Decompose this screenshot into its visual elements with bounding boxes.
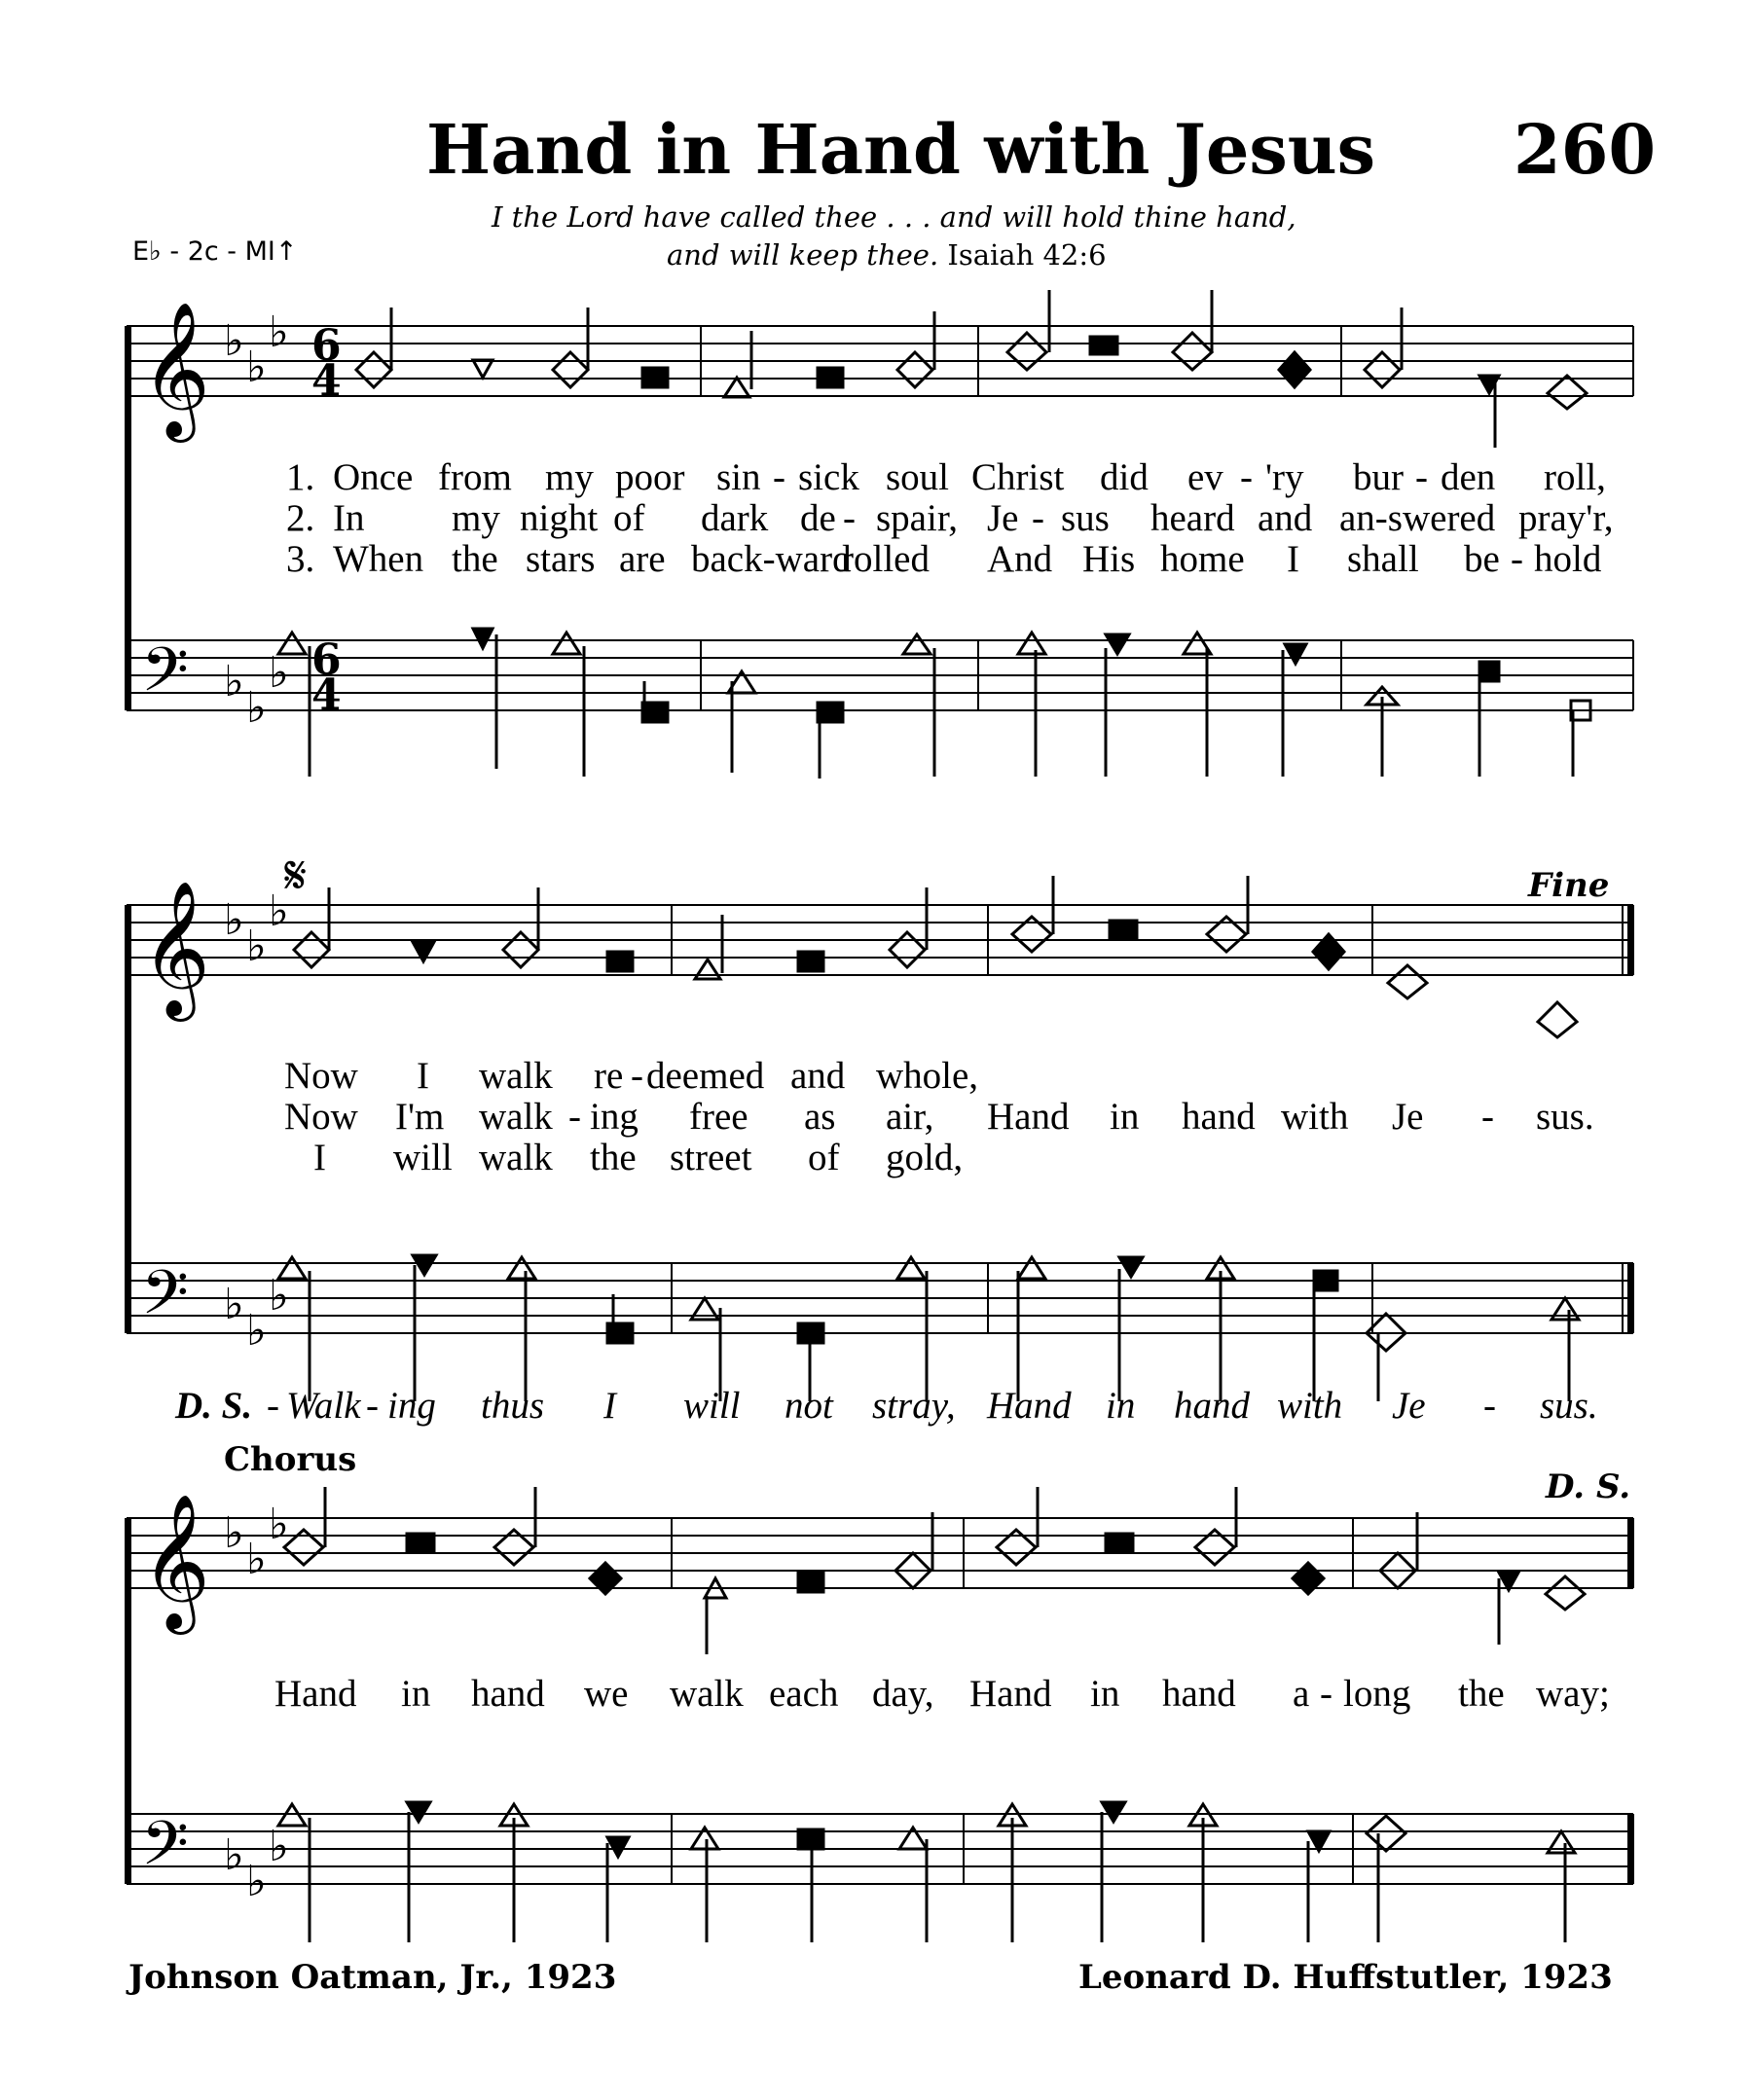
bass-clef-icon: 𝄢 — [141, 1256, 189, 1343]
ds-marking: D. S. — [1546, 1467, 1631, 1506]
svg-text:♭: ♭ — [246, 1535, 267, 1584]
system3-bass-staff — [127, 1814, 1633, 1884]
svg-text:6: 6 — [311, 635, 342, 685]
treble-clef-icon: 𝄞 — [141, 302, 210, 437]
svg-text:♭: ♭ — [224, 1508, 244, 1558]
hymn-number: 260 — [1514, 109, 1657, 190]
svg-text:♭: ♭ — [246, 343, 267, 392]
scripture-reference: Isaiah 42:6 — [947, 238, 1107, 272]
music-credit: Leonard D. Huffstutler, 1923 — [1078, 1958, 1613, 1997]
system1-treble-staff — [127, 326, 1633, 396]
bass-clef-icon: 𝄢 — [141, 634, 189, 720]
svg-text:♭: ♭ — [269, 308, 289, 357]
svg-text:4: 4 — [311, 670, 342, 720]
svg-text:♭: ♭ — [246, 1857, 267, 1906]
chorus-label: Chorus — [224, 1440, 357, 1479]
scripture-text: and will keep thee. — [667, 238, 939, 272]
key-info: E♭ - 2c - MI↑ — [132, 236, 298, 267]
svg-text:♭: ♭ — [269, 1271, 289, 1321]
svg-text:6: 6 — [311, 321, 342, 371]
hymn-title: Hand in Hand with Jesus — [426, 109, 1376, 190]
svg-text:♭: ♭ — [224, 316, 244, 366]
svg-text:♭: ♭ — [224, 1280, 244, 1329]
svg-text:♭: ♭ — [246, 683, 267, 733]
system2-bass-staff — [127, 1263, 1633, 1333]
svg-text:4: 4 — [311, 356, 342, 406]
svg-text:♭: ♭ — [246, 922, 267, 971]
svg-text:♭: ♭ — [246, 1306, 267, 1356]
bass-clef-icon: 𝄢 — [141, 1807, 189, 1894]
segno-icon: 𝄋 — [284, 845, 308, 906]
svg-text:♭: ♭ — [224, 657, 244, 706]
words-credit: Johnson Oatman, Jr., 1923 — [128, 1958, 617, 1997]
svg-text:♭: ♭ — [269, 1822, 289, 1871]
scripture-line-1: I the Lord have called thee . . . and will hold thine hand, — [492, 200, 1296, 234]
treble-clef-icon: 𝄞 — [141, 881, 210, 1016]
treble-clef-icon: 𝄞 — [141, 1494, 210, 1629]
bass-notes — [278, 629, 1590, 1942]
svg-text:♭: ♭ — [224, 1830, 244, 1880]
system1-bass-staff — [127, 640, 1633, 710]
flat-icon — [224, 308, 289, 1906]
svg-text:♭: ♭ — [269, 648, 289, 698]
fine-marking: Fine — [1528, 866, 1610, 905]
svg-text:♭: ♭ — [269, 1500, 289, 1549]
svg-text:♭: ♭ — [269, 887, 289, 936]
svg-text:♭: ♭ — [224, 895, 244, 945]
